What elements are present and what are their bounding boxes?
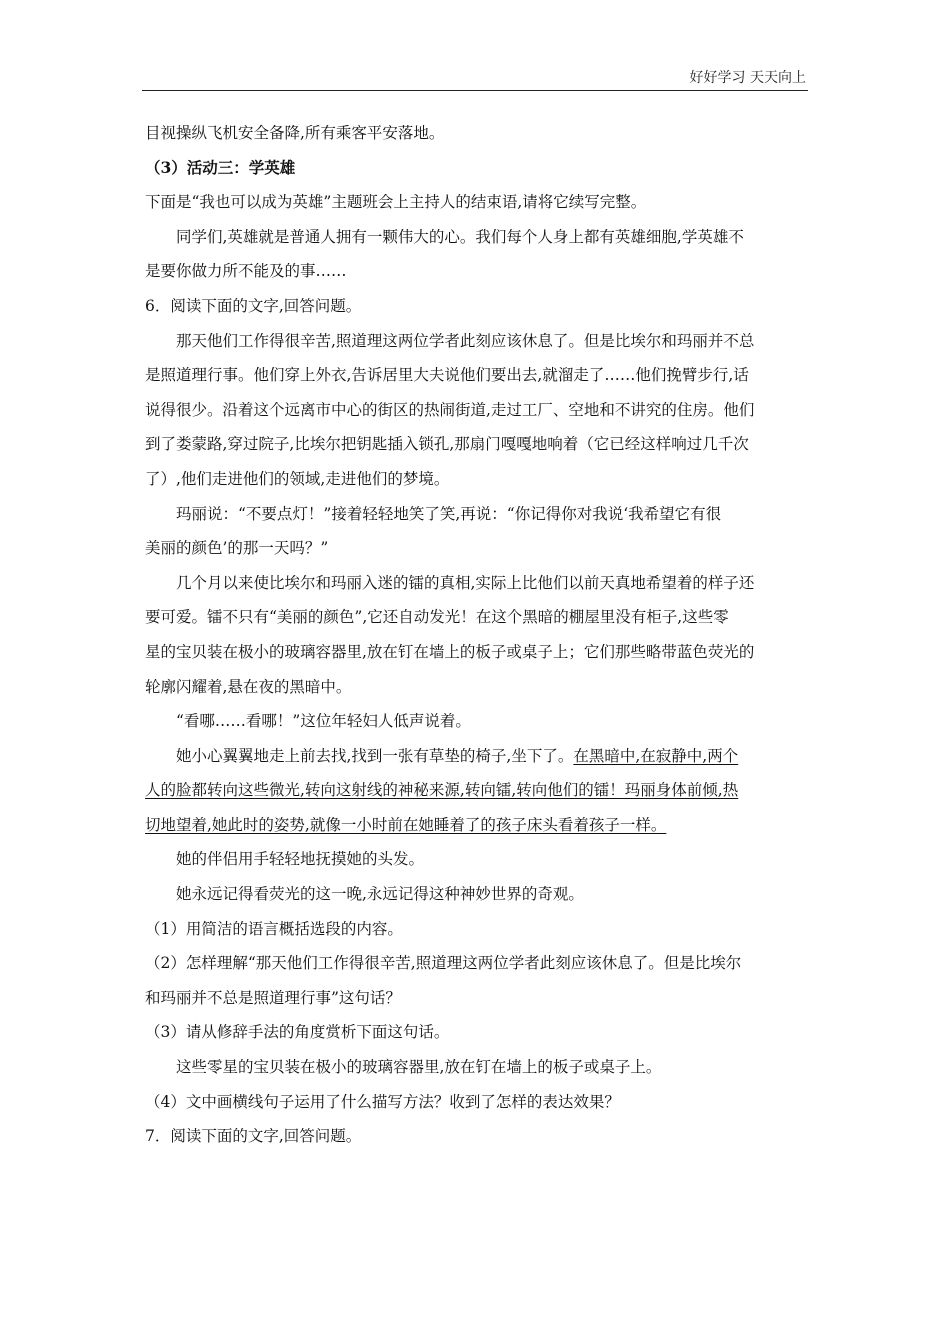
passage-line: 说得很少。沿着这个远离市中心的街区的热闹街道,走过工厂、空地和不讲究的住房。他们: [145, 400, 755, 419]
passage-line: 到了娄蒙路,穿过院子,比埃尔把钥匙插入锁孔,那扇门嘎嘎地响着（它已经这样响过几千次: [145, 435, 749, 454]
text-line: 同学们,英雄就是普通人拥有一颗伟大的心。我们每个人身上都有英雄细胞,学英雄不: [176, 227, 744, 246]
quoted-sentence: 这些零星的宝贝装在极小的玻璃容器里,放在钉在墙上的板子或桌子上。: [176, 1058, 662, 1077]
activity-three-heading: （3）活动三：学英雄: [145, 157, 296, 177]
passage-line: 玛丽说：“不要点灯！”接着轻轻地笑了笑,再说：“你记得你对我说‘我希望它有很: [176, 504, 722, 523]
passage-text: 她小心翼翼地走上前去找,找到一张有草垫的椅子,坐下了。: [176, 746, 574, 765]
sub-question: （3）请从修辞手法的角度赏析下面这句话。: [145, 1023, 450, 1042]
underlined-sentence: 在黑暗中,在寂静中,两个: [573, 746, 739, 765]
text-line: 目视操纵飞机安全备降,所有乘客平安落地。: [145, 124, 445, 142]
passage-line: 她的伴侣用手轻轻地抚摸她的头发。: [176, 850, 425, 869]
text-line: 是要你做力所不能及的事……: [145, 262, 347, 281]
sub-question: （4）文中画横线句子运用了什么描写方法？收到了怎样的表达效果？: [145, 1092, 620, 1111]
passage-line: 轮廓闪耀着,悬在夜的黑暗中。: [145, 677, 352, 696]
question-6-title: 6．阅读下面的文字,回答问题。: [145, 296, 362, 315]
passage-line: 几个月以来使比埃尔和玛丽入迷的镭的真相,实际上比他们以前天真地希望着的样子还: [176, 573, 755, 592]
passage-line: 了）,他们走进他们的领域,走进他们的梦境。: [145, 469, 450, 488]
page-header: [142, 62, 808, 91]
passage-line: 星的宝贝装在极小的玻璃容器里,放在钉在墙上的板子或桌子上；它们那些略带蓝色荧光的: [145, 642, 755, 661]
passage-line: “看哪……看哪！”这位年轻妇人低声说着。: [176, 712, 471, 731]
passage-line: 是照道理行事。他们穿上外衣,告诉居里大夫说他们要出去,就溜走了……他们挽臂步行,话: [145, 366, 749, 385]
text-line: 下面是“我也可以成为英雄”主题班会上主持人的结束语,请将它续写完整。: [145, 193, 647, 212]
underlined-sentence: 人的脸都转向这些微光,转向这射线的神秘来源,转向镭,转向他们的镭！玛丽身体前倾,热: [145, 781, 739, 800]
passage-line: [145, 739, 807, 774]
passage-line: 要可爱。镭不只有“美丽的颜色”,它还自动发光！在这个黑暗的棚屋里没有柜子,这些零: [145, 608, 729, 627]
passage-line: 美丽的颜色’的那一天吗？”: [145, 539, 329, 558]
passage-line: 她永远记得看荧光的这一晚,永远记得这种神妙世界的奇观。: [176, 885, 584, 904]
sub-question: （2）怎样理解“那天他们工作得很辛苦,照道理这两位学者此刻应该休息了。但是比埃尔: [145, 954, 742, 973]
header-slogan: 好好学习 天天向上: [689, 70, 806, 86]
sub-question: （1）用简洁的语言概括选段的内容。: [145, 919, 403, 938]
passage-line: 那天他们工作得很辛苦,照道理这两位学者此刻应该休息了。但是比埃尔和玛丽并不总: [176, 331, 755, 350]
question-7-title: 7．阅读下面的文字,回答问题。: [145, 1127, 362, 1146]
sub-question: 和玛丽并不总是照道理行事”这句话？: [145, 988, 401, 1007]
underlined-sentence: 切地望着,她此时的姿势,就像一小时前在她睡着了的孩子床头看着孩子一样。: [145, 815, 667, 834]
document-body: [145, 116, 807, 1154]
